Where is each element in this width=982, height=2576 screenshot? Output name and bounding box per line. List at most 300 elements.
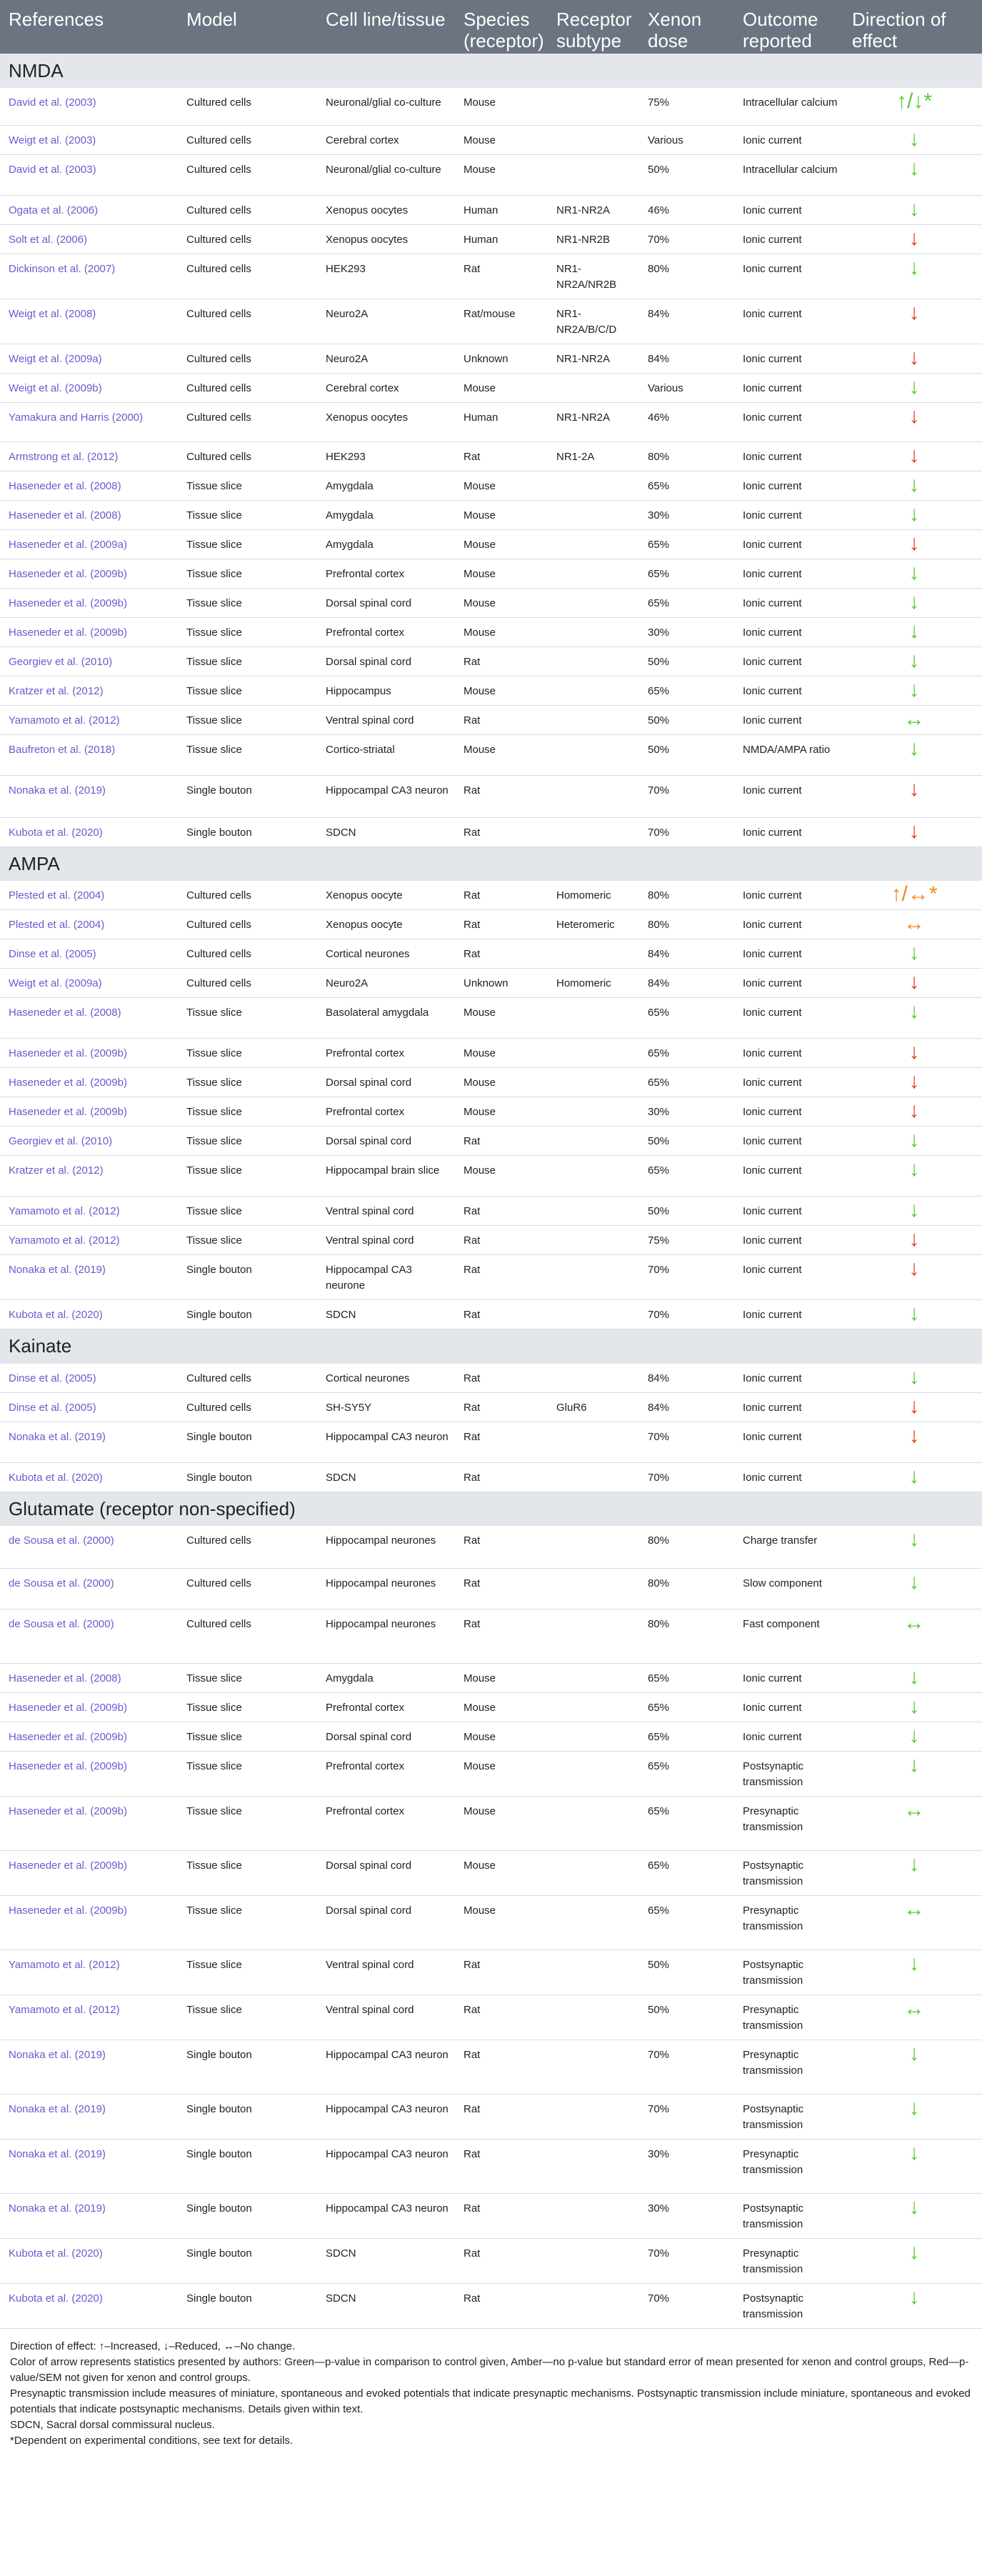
receptor-subtype-cell: NR1-NR2A/B/C/D <box>548 299 639 344</box>
model-cell: Cultured cells <box>178 1609 317 1663</box>
reference-link[interactable]: Nonaka et al. (2019) <box>0 775 178 817</box>
direction-of-effect-arrow: ↓ <box>843 1364 982 1393</box>
species-cell: Rat <box>455 254 548 299</box>
direction-of-effect-arrow: ↓ <box>843 1127 982 1156</box>
receptor-subtype-cell <box>548 617 639 647</box>
xenon-dose-cell: 70% <box>639 2094 734 2139</box>
receptor-subtype-cell <box>548 1300 639 1329</box>
species-cell: Rat <box>455 1255 548 1300</box>
table-row <box>0 1895 982 1950</box>
reference-link[interactable]: Haseneder et al. (2009b) <box>0 588 178 617</box>
outcome-cell: Ionic current <box>734 471 843 500</box>
cell-tissue-cell: Ventral spinal cord <box>317 705 455 734</box>
reference-link[interactable]: Haseneder et al. (2008) <box>0 998 178 1039</box>
species-cell: Mouse <box>455 1850 548 1895</box>
outcome-cell: Ionic current <box>734 1068 843 1097</box>
table-row <box>0 195 982 224</box>
cell-tissue-cell: Prefrontal cortex <box>317 1751 455 1796</box>
model-cell: Tissue slice <box>178 1039 317 1068</box>
model-cell: Tissue slice <box>178 500 317 529</box>
reference-link[interactable]: Haseneder et al. (2009b) <box>0 617 178 647</box>
column-header: Species (receptor) <box>464 9 544 51</box>
table-row <box>0 939 982 969</box>
receptor-subtype-cell <box>548 1663 639 1692</box>
reference-link[interactable]: Haseneder et al. (2009b) <box>0 1039 178 1068</box>
reference-link[interactable]: Plested et al. (2004) <box>0 910 178 939</box>
direction-of-effect-arrow: ↓ <box>843 775 982 817</box>
table-row <box>0 1068 982 1097</box>
direction-of-effect-arrow: ↓ <box>843 676 982 705</box>
reference-link[interactable]: Haseneder et al. (2008) <box>0 471 178 500</box>
reference-link[interactable]: Weigt et al. (2008) <box>0 299 178 344</box>
table-row <box>0 1568 982 1609</box>
xenon-dose-cell: 65% <box>639 1156 734 1197</box>
direction-of-effect-arrow: ↓ <box>843 1226 982 1255</box>
receptor-subtype-cell <box>548 529 639 559</box>
table-row <box>0 1039 982 1068</box>
reference-link[interactable]: Nonaka et al. (2019) <box>0 2094 178 2139</box>
reference-link[interactable]: Ogata et al. (2006) <box>0 195 178 224</box>
model-cell: Cultured cells <box>178 88 317 125</box>
xenon-dose-cell: 80% <box>639 1526 734 1568</box>
footnote: SDCN, Sacral dorsal commissural nucleus. <box>10 2418 215 2431</box>
reference-link[interactable]: Georgiev et al. (2010) <box>0 1127 178 1156</box>
direction-of-effect-arrow: ↓ <box>843 529 982 559</box>
table-body <box>0 54 982 2328</box>
table-row <box>0 1692 982 1722</box>
outcome-cell: Ionic current <box>734 1462 843 1492</box>
model-cell: Tissue slice <box>178 1197 317 1226</box>
receptor-subtype-cell <box>548 775 639 817</box>
receptor-subtype-cell: GluR6 <box>548 1392 639 1422</box>
receptor-subtype-cell <box>548 1609 639 1663</box>
reference-link[interactable]: David et al. (2003) <box>0 88 178 125</box>
receptor-subtype-cell <box>548 1526 639 1568</box>
table-row <box>0 775 982 817</box>
xenon-dose-cell: 65% <box>639 1039 734 1068</box>
outcome-cell: Ionic current <box>734 647 843 676</box>
model-cell: Cultured cells <box>178 939 317 969</box>
table-row <box>0 529 982 559</box>
model-cell: Tissue slice <box>178 647 317 676</box>
species-cell: Rat/mouse <box>455 299 548 344</box>
reference-link[interactable]: Kubota et al. (2020) <box>0 2238 178 2283</box>
species-cell: Unknown <box>455 969 548 998</box>
reference-link[interactable]: de Sousa et al. (2000) <box>0 1609 178 1663</box>
outcome-cell: Ionic current <box>734 1255 843 1300</box>
section-title: Glutamate (receptor non-specified) <box>9 1497 296 1519</box>
direction-of-effect-arrow: ↓ <box>843 1197 982 1226</box>
reference-link[interactable]: Haseneder et al. (2009b) <box>0 1796 178 1850</box>
direction-of-effect-arrow: ↓ <box>843 402 982 441</box>
cell-tissue-cell: Hippocampal CA3 neuron <box>317 2040 455 2094</box>
cell-tissue-cell: Cortical neurones <box>317 939 455 969</box>
reference-link[interactable]: Dinse et al. (2005) <box>0 939 178 969</box>
reference-link[interactable]: Nonaka et al. (2019) <box>0 1422 178 1462</box>
reference-link[interactable]: Haseneder et al. (2009b) <box>0 1850 178 1895</box>
reference-link[interactable]: David et al. (2003) <box>0 154 178 195</box>
direction-of-effect-arrow: ↓ <box>843 588 982 617</box>
reference-link[interactable]: Yamamoto et al. (2012) <box>0 1950 178 1995</box>
reference-link[interactable]: Dickinson et al. (2007) <box>0 254 178 299</box>
cell-tissue-cell: Hippocampal neurones <box>317 1526 455 1568</box>
cell-tissue-cell: Hippocampal neurones <box>317 1568 455 1609</box>
species-cell: Mouse <box>455 617 548 647</box>
model-cell: Tissue slice <box>178 1663 317 1692</box>
species-cell: Rat <box>455 1995 548 2040</box>
xenon-dose-cell: 80% <box>639 1568 734 1609</box>
table-row <box>0 1422 982 1462</box>
cell-tissue-cell: Dorsal spinal cord <box>317 1722 455 1751</box>
receptor-subtype-cell <box>548 1568 639 1609</box>
model-cell: Cultured cells <box>178 910 317 939</box>
reference-link[interactable]: Yamamoto et al. (2012) <box>0 1995 178 2040</box>
reference-link[interactable]: Haseneder et al. (2009b) <box>0 1751 178 1796</box>
reference-link[interactable]: Haseneder et al. (2008) <box>0 500 178 529</box>
reference-link[interactable]: Baufreton et al. (2018) <box>0 734 178 775</box>
direction-of-effect-arrow: ↓ <box>843 344 982 373</box>
table-header-row <box>0 0 982 54</box>
direction-of-effect-arrow: ↓ <box>843 2238 982 2283</box>
column-header: Direction of effect <box>852 9 946 51</box>
receptor-subtype-cell <box>548 2040 639 2094</box>
table-row <box>0 1850 982 1895</box>
table-row <box>0 817 982 847</box>
cell-tissue-cell: Xenopus oocytes <box>317 195 455 224</box>
cell-tissue-cell: Prefrontal cortex <box>317 617 455 647</box>
receptor-subtype-cell <box>548 1127 639 1156</box>
table-row <box>0 88 982 125</box>
model-cell: Cultured cells <box>178 344 317 373</box>
xenon-dose-cell: 30% <box>639 1097 734 1127</box>
table-row <box>0 2193 982 2238</box>
cell-tissue-cell: Xenopus oocytes <box>317 224 455 254</box>
reference-link[interactable]: Yamakura and Harris (2000) <box>0 402 178 441</box>
outcome-cell: Ionic current <box>734 1364 843 1393</box>
xenon-dose-cell: 70% <box>639 2283 734 2328</box>
reference-link[interactable]: Nonaka et al. (2019) <box>0 2193 178 2238</box>
xenon-dose-cell: 65% <box>639 1895 734 1950</box>
table-row <box>0 1950 982 1995</box>
section-title: NMDA <box>9 59 64 81</box>
receptor-subtype-cell: NR1-2A <box>548 441 639 471</box>
species-cell: Rat <box>455 2238 548 2283</box>
reference-link[interactable]: Weigt et al. (2009a) <box>0 969 178 998</box>
reference-link[interactable]: Yamamoto et al. (2012) <box>0 705 178 734</box>
receptor-subtype-cell: NR1-NR2A/NR2B <box>548 254 639 299</box>
xenon-dose-cell: 50% <box>639 1197 734 1226</box>
direction-of-effect-arrow: ↔ <box>843 705 982 734</box>
direction-of-effect-arrow: ↔ <box>843 1796 982 1850</box>
cell-tissue-cell: SDCN <box>317 2283 455 2328</box>
cell-tissue-cell: Neuro2A <box>317 299 455 344</box>
direction-of-effect-arrow: ↔ <box>843 910 982 939</box>
reference-link[interactable]: Haseneder et al. (2009b) <box>0 1895 178 1950</box>
cell-tissue-cell: Dorsal spinal cord <box>317 1895 455 1950</box>
xenon-dose-cell: 75% <box>639 1226 734 1255</box>
species-cell: Mouse <box>455 373 548 402</box>
column-header: Outcome reported <box>743 9 818 51</box>
model-cell: Cultured cells <box>178 224 317 254</box>
direction-of-effect-arrow: ↓ <box>843 2193 982 2238</box>
direction-of-effect-arrow: ↓ <box>843 500 982 529</box>
outcome-cell: Ionic current <box>734 402 843 441</box>
table-row <box>0 998 982 1039</box>
table-row <box>0 2283 982 2328</box>
outcome-cell: Presynaptic transmission <box>734 1995 843 2040</box>
model-cell: Tissue slice <box>178 617 317 647</box>
table-row <box>0 2238 982 2283</box>
reference-link[interactable]: de Sousa et al. (2000) <box>0 1568 178 1609</box>
species-cell: Mouse <box>455 588 548 617</box>
reference-link[interactable]: Kubota et al. (2020) <box>0 2283 178 2328</box>
reference-link[interactable]: Weigt et al. (2009a) <box>0 344 178 373</box>
xenon-dose-cell: 70% <box>639 2040 734 2094</box>
receptor-subtype-cell <box>548 1255 639 1300</box>
reference-link[interactable]: Nonaka et al. (2019) <box>0 2040 178 2094</box>
outcome-cell: Ionic current <box>734 1156 843 1197</box>
cell-tissue-cell: HEK293 <box>317 254 455 299</box>
outcome-cell: Ionic current <box>734 705 843 734</box>
footnote: Color of arrow represents statistics presented by authors: Green—p-value in comparison to control given, Amber—no p-value but standard error of mean presented for xenon and control groups, Red—p-value/SEM not given for xenon and control groups. <box>10 2355 969 2384</box>
reference-link[interactable]: Dinse et al. (2005) <box>0 1392 178 1422</box>
model-cell: Tissue slice <box>178 734 317 775</box>
reference-link[interactable]: Armstrong et al. (2012) <box>0 441 178 471</box>
direction-of-effect-arrow: ↓ <box>843 1568 982 1609</box>
direction-of-effect-arrow: ↓ <box>843 1950 982 1995</box>
species-cell: Mouse <box>455 88 548 125</box>
model-cell: Tissue slice <box>178 676 317 705</box>
table-row <box>0 647 982 676</box>
table-row <box>0 2094 982 2139</box>
outcome-cell: Ionic current <box>734 1300 843 1329</box>
table-row <box>0 1751 982 1796</box>
reference-link[interactable]: Haseneder et al. (2009b) <box>0 1068 178 1097</box>
reference-link[interactable]: Kubota et al. (2020) <box>0 817 178 847</box>
cell-tissue-cell: Hippocampal CA3 neuron <box>317 1422 455 1462</box>
outcome-cell: Ionic current <box>734 125 843 154</box>
table-row <box>0 254 982 299</box>
outcome-cell: Presynaptic transmission <box>734 2139 843 2193</box>
model-cell: Tissue slice <box>178 588 317 617</box>
xenon-dose-cell: 70% <box>639 1255 734 1300</box>
xenon-dose-cell: 70% <box>639 817 734 847</box>
cell-tissue-cell: Hippocampal neurones <box>317 1609 455 1663</box>
table-row <box>0 1796 982 1850</box>
cell-tissue-cell: Cerebral cortex <box>317 125 455 154</box>
reference-link[interactable]: Dinse et al. (2005) <box>0 1364 178 1393</box>
cell-tissue-cell: Dorsal spinal cord <box>317 588 455 617</box>
outcome-cell: Postsynaptic transmission <box>734 1751 843 1796</box>
outcome-cell: Ionic current <box>734 817 843 847</box>
outcome-cell: Ionic current <box>734 373 843 402</box>
outcome-cell: Ionic current <box>734 559 843 588</box>
outcome-cell: Intracellular calcium <box>734 88 843 125</box>
table-row <box>0 154 982 195</box>
receptor-subtype-cell <box>548 1722 639 1751</box>
outcome-cell: Ionic current <box>734 910 843 939</box>
direction-of-effect-arrow: ↓ <box>843 1422 982 1462</box>
reference-link[interactable]: Kubota et al. (2020) <box>0 1462 178 1492</box>
xenon-dose-cell: Various <box>639 373 734 402</box>
xenon-dose-cell: 50% <box>639 154 734 195</box>
column-header: Xenon dose <box>648 9 702 51</box>
xenon-dose-cell: 84% <box>639 1364 734 1393</box>
section-title: AMPA <box>9 852 60 874</box>
reference-link[interactable]: Weigt et al. (2003) <box>0 125 178 154</box>
reference-link[interactable]: Nonaka et al. (2019) <box>0 1255 178 1300</box>
model-cell: Tissue slice <box>178 998 317 1039</box>
model-cell: Tissue slice <box>178 1751 317 1796</box>
reference-link[interactable]: Yamamoto et al. (2012) <box>0 1197 178 1226</box>
outcome-cell: Ionic current <box>734 617 843 647</box>
species-cell: Mouse <box>455 1039 548 1068</box>
direction-of-effect-arrow: ↓ <box>843 195 982 224</box>
direction-of-effect-arrow: ↓ <box>843 471 982 500</box>
outcome-cell: Ionic current <box>734 969 843 998</box>
xenon-dose-cell: 30% <box>639 2193 734 2238</box>
reference-link[interactable]: Haseneder et al. (2009b) <box>0 1692 178 1722</box>
reference-link[interactable]: Weigt et al. (2009b) <box>0 373 178 402</box>
reference-link[interactable]: Haseneder et al. (2009b) <box>0 559 178 588</box>
species-cell: Rat <box>455 1300 548 1329</box>
model-cell: Tissue slice <box>178 1722 317 1751</box>
receptor-subtype-cell <box>548 88 639 125</box>
direction-of-effect-arrow: ↓ <box>843 154 982 195</box>
species-cell: Mouse <box>455 559 548 588</box>
receptor-subtype-cell <box>548 817 639 847</box>
model-cell: Tissue slice <box>178 1796 317 1850</box>
xenon-dose-cell: 46% <box>639 402 734 441</box>
species-cell: Human <box>455 195 548 224</box>
reference-link[interactable]: Georgiev et al. (2010) <box>0 647 178 676</box>
model-cell: Cultured cells <box>178 195 317 224</box>
reference-link[interactable]: Solt et al. (2006) <box>0 224 178 254</box>
direction-of-effect-arrow: ↓ <box>843 817 982 847</box>
cell-tissue-cell: Neuronal/glial co-culture <box>317 88 455 125</box>
model-cell: Single bouton <box>178 817 317 847</box>
reference-link[interactable]: Kratzer et al. (2012) <box>0 1156 178 1197</box>
direction-of-effect-arrow: ↓ <box>843 254 982 299</box>
cell-tissue-cell: Basolateral amygdala <box>317 998 455 1039</box>
receptor-subtype-cell <box>548 1422 639 1462</box>
outcome-cell: Postsynaptic transmission <box>734 2193 843 2238</box>
receptor-subtype-cell: Homomeric <box>548 969 639 998</box>
cell-tissue-cell: Neuro2A <box>317 344 455 373</box>
outcome-cell: Postsynaptic transmission <box>734 2283 843 2328</box>
outcome-cell: Ionic current <box>734 195 843 224</box>
table-row <box>0 734 982 775</box>
reference-link[interactable]: Haseneder et al. (2009a) <box>0 529 178 559</box>
receptor-subtype-cell <box>548 1462 639 1492</box>
xenon-dose-cell: 30% <box>639 2139 734 2193</box>
cell-tissue-cell: Prefrontal cortex <box>317 1692 455 1722</box>
outcome-cell: NMDA/AMPA ratio <box>734 734 843 775</box>
outcome-cell: Intracellular calcium <box>734 154 843 195</box>
cell-tissue-cell: Xenopus oocyte <box>317 910 455 939</box>
model-cell: Single bouton <box>178 1422 317 1462</box>
cell-tissue-cell: Ventral spinal cord <box>317 1226 455 1255</box>
reference-link[interactable]: Haseneder et al. (2009b) <box>0 1097 178 1127</box>
cell-tissue-cell: Hippocampus <box>317 676 455 705</box>
species-cell: Unknown <box>455 344 548 373</box>
receptor-subtype-cell <box>548 2139 639 2193</box>
receptor-subtype-cell <box>548 2193 639 2238</box>
receptor-subtype-cell <box>548 500 639 529</box>
direction-of-effect-arrow: ↓ <box>843 1722 982 1751</box>
cell-tissue-cell: Xenopus oocyte <box>317 881 455 910</box>
direction-of-effect-arrow: ↓ <box>843 125 982 154</box>
outcome-cell: Ionic current <box>734 1127 843 1156</box>
table-row <box>0 299 982 344</box>
species-cell: Mouse <box>455 1692 548 1722</box>
model-cell: Cultured cells <box>178 299 317 344</box>
xenon-dose-cell: 30% <box>639 617 734 647</box>
outcome-cell: Ionic current <box>734 500 843 529</box>
reference-link[interactable]: Haseneder et al. (2008) <box>0 1663 178 1692</box>
xenon-dose-cell: 80% <box>639 441 734 471</box>
outcome-cell: Ionic current <box>734 1692 843 1722</box>
direction-of-effect-arrow: ↓ <box>843 2094 982 2139</box>
species-cell: Mouse <box>455 676 548 705</box>
section-header-row <box>0 54 982 88</box>
reference-link[interactable]: Haseneder et al. (2009b) <box>0 1722 178 1751</box>
species-cell: Mouse <box>455 998 548 1039</box>
outcome-cell: Presynaptic transmission <box>734 2238 843 2283</box>
species-cell: Mouse <box>455 154 548 195</box>
column-header: Cell line/tissue <box>326 9 446 30</box>
reference-link[interactable]: Kubota et al. (2020) <box>0 1300 178 1329</box>
direction-of-effect-arrow: ↓ <box>843 373 982 402</box>
reference-link[interactable]: Nonaka et al. (2019) <box>0 2139 178 2193</box>
outcome-cell: Ionic current <box>734 676 843 705</box>
column-header: Receptor subtype <box>556 9 632 51</box>
reference-link[interactable]: Kratzer et al. (2012) <box>0 676 178 705</box>
model-cell: Single bouton <box>178 2139 317 2193</box>
reference-link[interactable]: Yamamoto et al. (2012) <box>0 1226 178 1255</box>
direction-of-effect-arrow: ↓ <box>843 734 982 775</box>
species-cell: Rat <box>455 647 548 676</box>
reference-link[interactable]: Plested et al. (2004) <box>0 881 178 910</box>
model-cell: Single bouton <box>178 2193 317 2238</box>
species-cell: Rat <box>455 1422 548 1462</box>
receptor-subtype-cell <box>548 1068 639 1097</box>
species-cell: Rat <box>455 881 548 910</box>
species-cell: Rat <box>455 1197 548 1226</box>
cell-tissue-cell: Prefrontal cortex <box>317 559 455 588</box>
table-row <box>0 1526 982 1568</box>
receptor-subtype-cell <box>548 1895 639 1950</box>
species-cell: Mouse <box>455 529 548 559</box>
table-row <box>0 500 982 529</box>
table-row <box>0 881 982 910</box>
outcome-cell: Postsynaptic transmission <box>734 2094 843 2139</box>
receptor-subtype-cell <box>548 705 639 734</box>
outcome-cell: Ionic current <box>734 299 843 344</box>
direction-of-effect-arrow: ↓ <box>843 998 982 1039</box>
xenon-dose-cell: 65% <box>639 1663 734 1692</box>
direction-of-effect-arrow: ↓ <box>843 1751 982 1796</box>
receptor-subtype-cell <box>548 998 639 1039</box>
table-row <box>0 1226 982 1255</box>
model-cell: Tissue slice <box>178 1995 317 2040</box>
receptor-subtype-cell: Homomeric <box>548 881 639 910</box>
outcome-cell: Ionic current <box>734 1422 843 1462</box>
species-cell: Rat <box>455 2139 548 2193</box>
reference-link[interactable]: de Sousa et al. (2000) <box>0 1526 178 1568</box>
outcome-cell: Postsynaptic transmission <box>734 1950 843 1995</box>
table-row <box>0 471 982 500</box>
